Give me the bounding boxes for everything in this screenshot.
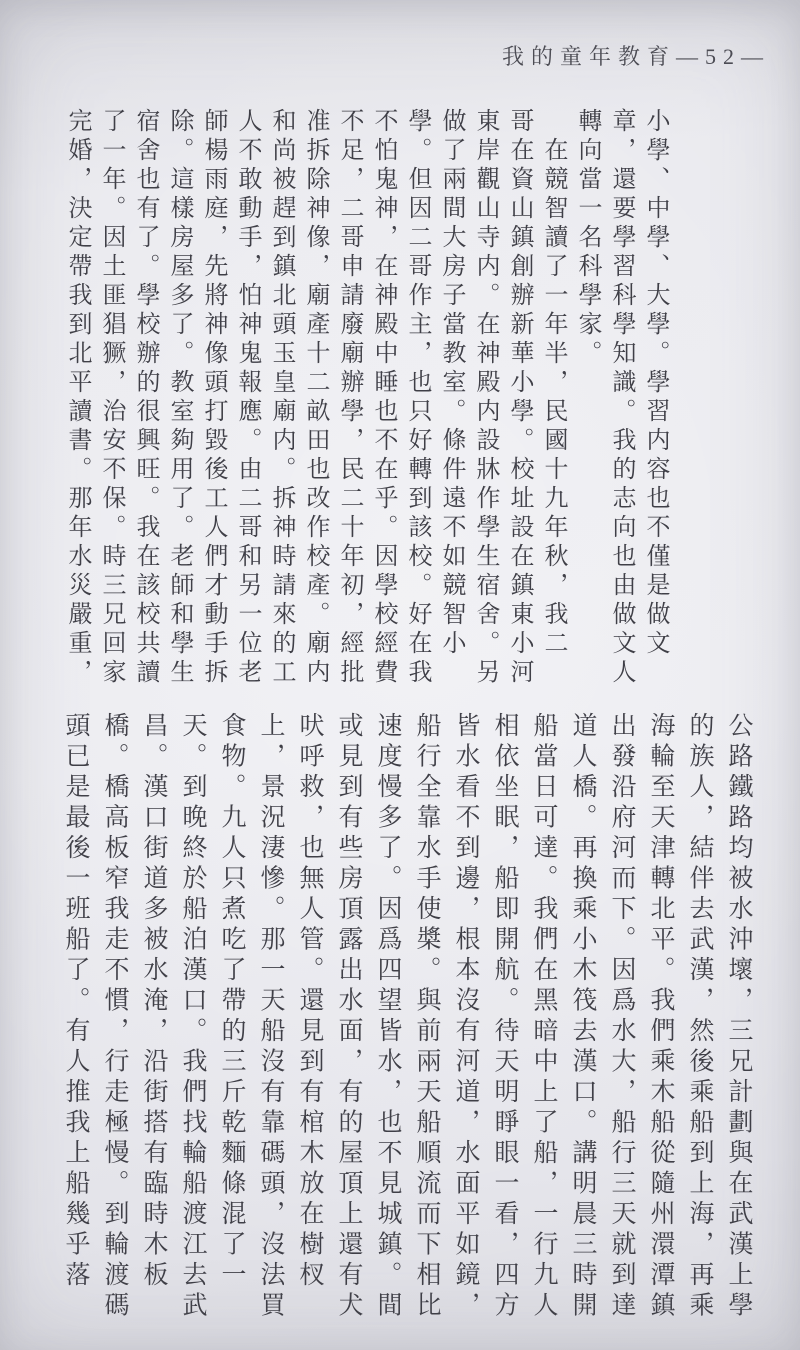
text-column: 和尚被趕到鎮北頭玉皇廟内。拆神時請來的工 bbox=[268, 108, 294, 688]
text-column: 不足，二哥申請廢廟辦學，民二十年初，經批 bbox=[336, 108, 362, 688]
text-column: 上，景況淒慘。那一天船沒有靠碼頭，沒法買 bbox=[257, 712, 284, 1322]
text-column: 在競智讀了一年半，民國十九年秋，我二 bbox=[540, 108, 566, 659]
text-column: 天。到晚終於船泊漢口。我們找輪船渡江去武 bbox=[179, 712, 206, 1322]
text-column: 食物。九人只煮吃了帶的三斤乾麵條混了一 bbox=[218, 712, 245, 1292]
text-column: 宿舍也有了。學校辦的很興旺。我在該校共讀 bbox=[132, 108, 158, 688]
text-column: 不怕鬼神，在神殿中睡也不在乎。因學校經費 bbox=[370, 108, 396, 688]
text-column: 完婚，決定帶我到北平讀書。那年水災嚴重， bbox=[64, 108, 90, 688]
text-column: 相依坐眠，船即開航。待天明睜眼一看，四方 bbox=[491, 712, 518, 1322]
text-column: 人不敢動手，怕神鬼報應。由二哥和另一位老 bbox=[234, 108, 260, 688]
text-column: 公路鐵路均被水沖壞，三兄計劃與在武漢上學 bbox=[725, 712, 752, 1322]
text-column: 皆水看不到邊，根本沒有河道，水面平如鏡， bbox=[452, 712, 479, 1322]
text-column: 船行全靠水手使槳。與前兩天船順流而下相比 bbox=[413, 712, 440, 1322]
text-column: 吠呼救，也無人管。還見到有棺木放在樹杈 bbox=[296, 712, 323, 1292]
text-column: 學。但因二哥作主，也只好轉到該校。好在我 bbox=[404, 108, 430, 688]
text-column: 頭已是最後一班船了。有人推我上船幾乎落 bbox=[62, 712, 89, 1292]
text-column: 了一年。因土匪猖獗，治安不保。時三兄回家 bbox=[98, 108, 124, 688]
text-column: 東岸觀山寺内。在神殿内設牀作學生宿舍。另 bbox=[472, 108, 498, 688]
text-column: 海輪至天津轉北平。我們乘木船從隨州澴潭鎮 bbox=[647, 712, 674, 1322]
text-column: 轉向當一名科學家。 bbox=[574, 108, 600, 369]
text-column: 小學、中學、大學。學習内容也不僅是做文 bbox=[642, 108, 668, 659]
text-column: 出發沿府河而下。因爲水大，船行三天就到達 bbox=[608, 712, 635, 1322]
text-column: 除。這樣房屋多了。教室夠用了。老師和學生 bbox=[166, 108, 192, 688]
lower-text-block bbox=[56, 712, 758, 1326]
text-column: 速度慢多了。因爲四望皆水，也不見城鎮。間 bbox=[374, 712, 401, 1322]
text-column: 昌。漢口街道多被水淹，沿街搭有臨時木板 bbox=[140, 712, 167, 1292]
text-column: 師楊雨庭，先將神像頭打毀後工人們才動手拆 bbox=[200, 108, 226, 688]
text-column: 或見到有些房頂露出水面，有的屋頂上還有犬 bbox=[335, 712, 362, 1322]
text-column: 准拆除神像，廟產十二畝田也改作校產。廟内 bbox=[302, 108, 328, 688]
text-column: 船當日可達。我們在黑暗中上了船，一行九人 bbox=[530, 712, 557, 1322]
running-title: 我的童年教育—52— bbox=[501, 44, 770, 69]
text-column: 道人橋。再換乘小木筏去漢口。講明晨三時開 bbox=[569, 712, 596, 1322]
text-column: 章，還要學習科學知識。我的志向也由做文人 bbox=[608, 108, 634, 688]
text-column: 橋。橋高板窄我走不慣，行走極慢。到輪渡碼 bbox=[101, 712, 128, 1322]
upper-text-block bbox=[60, 108, 672, 693]
text-column: 哥在資山鎮創辦新華小學。校址設在鎮東小河 bbox=[506, 108, 532, 688]
text-column: 做了兩間大房子當教室。條件遠不如競智小 bbox=[438, 108, 464, 659]
text-column: 的族人，結伴去武漢，然後乘船到上海，再乘 bbox=[686, 712, 713, 1322]
